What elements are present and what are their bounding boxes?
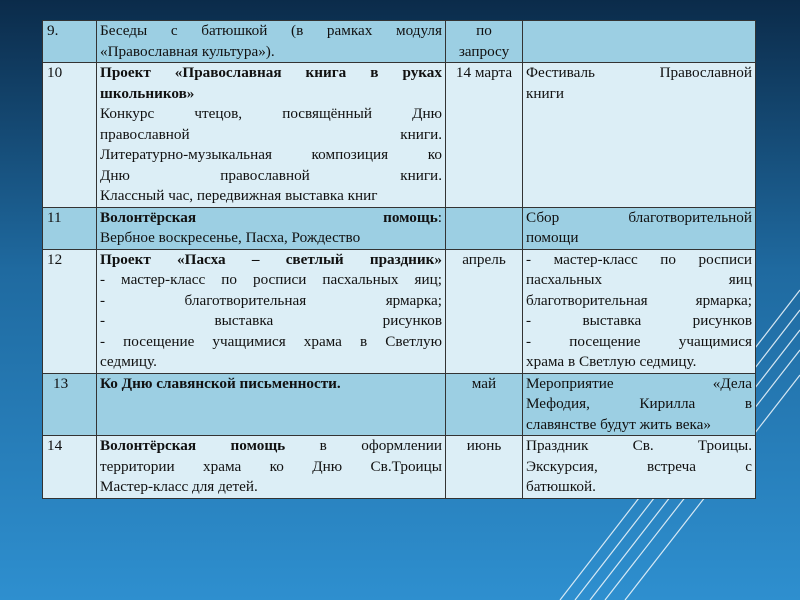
date-cell [446,373,523,436]
event-cell [97,207,446,249]
events-table [42,20,756,499]
date-cell [446,436,523,499]
table-row [43,373,756,436]
event-line: - мастер-класс по росписи пасхальных яиц; [100,271,442,288]
table-row [43,21,756,63]
event-text-suffix: в оформлении [285,437,442,454]
table-row [43,63,756,208]
date-cell [446,249,523,373]
event-bold-text: Волонтёрская помощь [100,437,286,454]
event-line: Литературно-музыкальная композиция ко [100,146,442,163]
event-cell [97,63,446,208]
event-bold-text: школьников» [100,84,195,102]
table-row [43,249,756,373]
result-line: Праздник Св. Троицы. [526,437,752,454]
result-line: храма в Светлую седмицу. [526,353,697,370]
row-number: 9. [43,21,97,63]
event-line: Классный час, передвижная выставка книг [100,187,378,204]
result-line: - мастер-класс по росписи [526,250,752,268]
row-number: 12 [43,249,97,373]
date-line: апрель [462,250,506,268]
event-bold-text: Волонтёрская помощь [100,208,438,226]
result-line: книги [526,84,564,102]
event-cell [97,373,446,436]
date-line: запросу [458,42,510,60]
event-bold-text: Проект «Православная книга в руках [100,64,442,81]
result-cell [523,207,756,249]
result-line: Экскурсия, встреча с [526,457,752,475]
event-cell [97,249,446,373]
table-row [43,207,756,249]
event-line: территории храма ко Дню Св.Троицы [100,457,442,475]
result-line: батюшкой. [526,478,596,495]
result-line: помощи [526,229,579,246]
result-line: пасхальных яиц [526,271,752,288]
date-line: июнь [466,437,502,454]
event-line: Вербное воскресенье, Пасха, Рождество [100,229,361,246]
row-number: 13 [43,373,97,436]
event-line [100,84,442,105]
date-cell [446,207,523,249]
event-cell [97,21,446,63]
event-line: - посещение учащимися храма в Светлую [100,332,442,350]
event-line [100,208,442,229]
event-line: «Православная культура»). [100,42,275,60]
date-line: по [476,22,492,39]
result-cell [523,21,756,63]
date-line: 14 марта [455,64,513,81]
event-line: седмицу. [100,353,157,370]
table-row [43,436,756,499]
event-line [100,436,442,457]
result-cell [523,249,756,373]
date-cell [446,63,523,208]
event-line [100,250,442,271]
date-line: май [471,374,497,392]
result-cell [523,373,756,436]
result-line: Фестиваль Православной [526,64,752,81]
result-line: - посещение учащимися [526,332,752,350]
row-number: 14 [43,436,97,499]
event-bold-text: Проект «Пасха – светлый праздник» [100,250,442,268]
event-line [100,63,442,84]
event-line: - выставка рисунков [100,312,442,329]
result-line: Мероприятие «Дела [526,374,752,392]
event-line: Беседы с батюшкой (в рамках модуля [100,22,442,39]
event-line: - благотворительная ярмарка; [100,291,442,309]
event-line [100,374,442,395]
result-cell [523,63,756,208]
result-line: - выставка рисунков [526,312,752,329]
result-cell [523,436,756,499]
date-cell [446,21,523,63]
result-line: Мефодия, Кирилла в [526,395,752,412]
row-number: 10 [43,63,97,208]
event-cell [97,436,446,499]
event-line: Конкурс чтецов, посвящённый Дню [100,105,442,122]
result-line: благотворительная ярмарка; [526,291,752,309]
result-line: славянстве будут жить века» [526,415,711,433]
event-line: православной книги. [100,125,442,143]
event-bold-text: Ко Дню славянской письменности. [100,374,341,392]
event-text-suffix: : [437,208,442,226]
event-line: Мастер-класс для детей. [100,478,258,495]
result-line: Сбор благотворительной [526,208,752,226]
row-number: 11 [43,207,97,249]
event-line: Дню православной книги. [100,166,442,184]
